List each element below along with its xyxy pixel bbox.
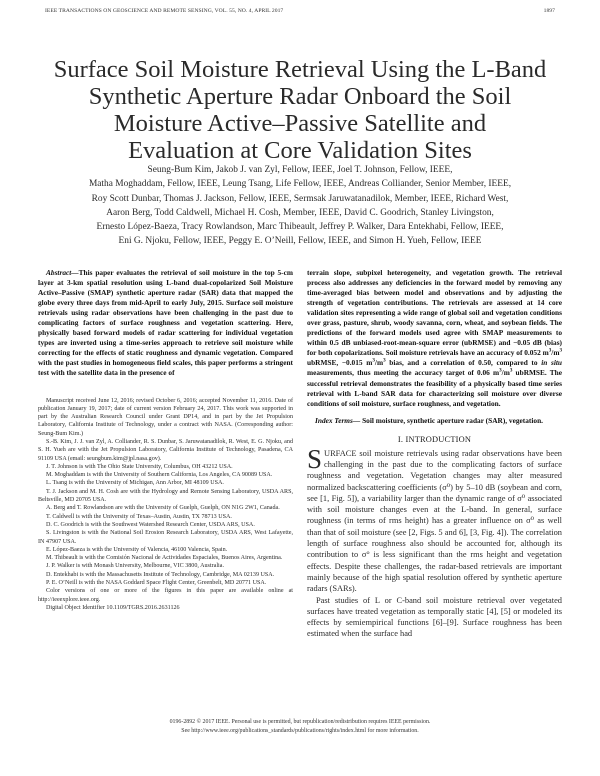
- right-column: [307, 268, 562, 640]
- footnote-affiliation: T. Caldwell is with the University of Texas–Austin, Austin, TX 78713 USA.: [46, 513, 232, 520]
- abstract-text: ubRMSE. The successful retrieval demonstrates the feasibility of a physically based time series retrieval with L-band SAR data for characterizing soil moisture over diverse conditions of soil moisture, surface roughness, and vegetation.: [307, 368, 562, 408]
- left-column: [38, 268, 293, 612]
- abstract-text: /m: [551, 348, 560, 358]
- abstract: [38, 268, 293, 379]
- footnote-affiliation: M. Moghaddam is with the University of Southern California, Los Angeles, CA 90089 USA.: [46, 472, 273, 479]
- footnote-affiliation: L. Tsang is with the University of Michigan, Ann Arbor, MI 48109 USA.: [46, 480, 224, 487]
- abstract-text: /m: [501, 368, 510, 378]
- copyright-notice: [60, 718, 540, 736]
- drop-cap: S: [307, 443, 323, 474]
- abstract-text: /m: [374, 358, 384, 368]
- title-line: Moisture Active–Passive Satellite and: [113, 110, 487, 137]
- footnote-affiliation: J. T. Johnson is with The Ohio State University, Columbus, OH 43212 USA.: [46, 463, 233, 470]
- footnote-manuscript: Manuscript received June 12, 2016; revised October 6, 2016; accepted November 11, 2016. Date of publication January 19, 2017; date of current version February 24, 2017. This work was supported in part by the Australian Research Council under Grant DP14, and in part by the Jet Propulsion Laboratory, California Institute of Technology, under a contract with NASA. (Corresponding author: Seung-Bum Kim.): [38, 397, 293, 437]
- footnote-affiliation: S.-B. Kim, J. J. van Zyl, A. Colliander, R. S. Dunbar, S. Jaruwatanadilok, R. West, E. G. Njoku, and S. H. Yueh are with the Jet Propulsion Laboratory, California Institute of Technology, Pasadena, CA 91109 USA (email: seungbum.kim@jpl.nasa.gov).: [38, 439, 293, 462]
- intro-paragraph: [307, 443, 562, 595]
- journal-name: IEEE TRANSACTIONS ON GEOSCIENCE AND REMOTE SENSING, VOL. 55, NO. 4, APRIL 2017: [45, 8, 284, 14]
- author-line: Matha Moghaddam, Fellow, IEEE, Leung Tsang, Life Fellow, IEEE, Andreas Colliander, Senior Member, IEEE,: [88, 179, 512, 190]
- intro-text: URFACE soil moisture retrievals using radar observations have been challenging in the past due to the complicating factors of surface roughness and vegetation. Vegetation changes may alter measured normalized backscattering coefficients (σ⁰) by 5–10 dB (soybean and corn, see [1, Fig. 5]), a variability larger than the dynamic range of σ⁰ associated with soil moisture changes even at the L-band. In general, surface roughness (in terms of rms height) has a greater influence on σ⁰ as well than that of soil moisture (see [2, Figs. 5 and 6], [3, Fig. 4]). The correlation length of surface roughness also should be accounted for, although its contribution to σ° is less significant than the rms height and vegetation effects. Despite these challenges, the radar-based retrievals are important mainly because of the high spatial resolution offered by synthetic aperture radars (SARs).: [307, 448, 562, 594]
- abstract-text: This paper evaluates the retrieval of soil moisture in the top 5-cm layer at 3-km spatial resolution using L-band dual-copolarized Soil Moisture Active–Passive (SMAP) synthetic aperture radar (SAR) data that mapped the globe every three days from mid-April to early July, 2015. Surface soil moisture retrievals using radar observations have been challenging in the past due to complicating factors of surface roughness and vegetation scattering. Here, physically based forward models of radar scattering for individual vegetation types are inverted using a time-series approach to retrieve soil moisture while correcting for the effects of static roughness and dynamic vegetation. Compared with the past studies in homogeneous field scales, this paper performs a stringent test with the satellite data in the presence of: [38, 268, 293, 378]
- footnote-affiliation: J. P. Walker is with Monash University, Melbourne, VIC 3800, Australia.: [46, 563, 224, 570]
- superscript: 3: [509, 368, 513, 375]
- footnote-affiliation: E. López-Baeza is with the University of Valencia, 46100 Valencia, Spain.: [46, 546, 228, 553]
- abstract-text: terrain slope, subpixel heterogeneity, and vegetation growth. The retrieval process also addresses any deficiencies in the forward model by removing any time-averaged bias between model and observations and by adjusting the strength of vegetation contributions. The retrievals are assessed at 14 core validation sites representing a wide range of global soil and vegetation conditions over grass, pasture, shrub, woody savanna, corn, wheat, and soybean fields. The predictions of the forward models used agree with SMAP measurements to within 0.5 dB unbiased-root-mean-square error (ubRMSE) and −0.05 dB (bias) for both copolarizations. Soil moisture retrievals have an accuracy of 0.052 m: [307, 268, 562, 358]
- author-list: [35, 163, 565, 249]
- page-number: 1897: [543, 8, 555, 14]
- footnote-affiliation: S. Livingston is with the National Soil Erosion Research Laboratory, USDA ARS, West Lafayette, IN 47907 USA.: [38, 530, 293, 545]
- abstract-text: ubRMSE, −0.015 m: [307, 358, 373, 368]
- abstract-text: bias, and a correlation of 0.50, compared to: [385, 358, 542, 368]
- footnote-affiliation: T. J. Jackson and M. H. Cosh are with the Hydrology and Remote Sensing Laboratory, USDA ARS, Beltsville, MD 20705 USA.: [38, 488, 293, 504]
- abstract-continued: [307, 268, 562, 409]
- footnote-affiliation: D. C. Goodrich is with the Southwest Watershed Research Center, USDA ARS, USA.: [46, 521, 255, 528]
- abstract-italic: in situ: [541, 358, 562, 368]
- superscript: 3: [372, 357, 375, 364]
- footnote-affiliation: D. Entekhabi is with the Massachusetts Institute of Technology, Cambridge, MA 02139 USA.: [46, 571, 275, 578]
- index-terms: [307, 416, 562, 426]
- title-line: Evaluation at Core Validation Sites: [128, 137, 472, 164]
- author-line: Seung-Bum Kim, Jakob J. van Zyl, Fellow, IEEE, Joel T. Johnson, Fellow, IEEE,: [147, 165, 453, 175]
- copyright-line: See http://www.ieee.org/publications_standards/publications/rights/index.html for more information.: [181, 728, 419, 734]
- footnote-color-note: Color versions of one or more of the figures in this paper are available online at http://ieeexplore.ieee.org.: [38, 588, 293, 603]
- author-line: Aaron Berg, Todd Caldwell, Michael H. Cosh, Member, IEEE, David C. Goodrich, Stanley Livingston,: [106, 207, 494, 218]
- author-line: Ernesto López-Baeza, Tracy Rowlandson, Marc Thibeault, Jeffrey P. Walker, Dara Entekhabi, Fellow, IEEE,: [96, 222, 504, 233]
- footnote-affiliation: P. E. O’Neill is with the NASA Goddard Space Flight Center, Greenbelt, MD 20771 USA.: [46, 580, 267, 587]
- title-line: Synthetic Aperture Radar Onboard the Soil: [88, 83, 512, 110]
- running-header: [45, 8, 555, 14]
- footnote-affiliation: M. Thibeault is with the Comisión Nacional de Actividades Espaciales, Buenos Aires, Argentina.: [46, 555, 283, 562]
- paper-title: [30, 56, 570, 164]
- footnote-affiliation: A. Berg and T. Rowlandson are with the University of Guelph, Guelph, ON N1G 2W1, Canada.: [46, 505, 280, 512]
- title-line: Surface Soil Moisture Retrieval Using the L-Band: [53, 56, 547, 83]
- superscript: 3: [499, 368, 502, 375]
- superscript: 3: [383, 357, 386, 364]
- index-terms-text: Soil moisture, synthetic aperture radar (SAR), vegetation.: [360, 415, 543, 425]
- abstract-text: measurements, thus meeting the accuracy target of 0.06 m: [307, 368, 500, 378]
- footnote-doi: Digital Object Identifier 10.1109/TGRS.2016.2631126: [46, 604, 180, 611]
- author-line: Eni G. Njoku, Fellow, IEEE, Peggy E. O’Neill, Fellow, IEEE, and Simon H. Yueh, Fellow, IEEE: [118, 236, 482, 247]
- index-terms-label: Index Terms—: [315, 415, 361, 425]
- superscript: 3: [559, 347, 563, 354]
- author-line: Roy Scott Dunbar, Thomas J. Jackson, Fellow, IEEE, Sermsak Jaruwatanadilok, Member, IEEE, Richard West,: [91, 193, 509, 204]
- intro-paragraph: Past studies of L or C-band soil moisture retrieval over vegetated surfaces have treated vegetation as temporally static [4], [5] or modeled its effects by semiempirical functions [6]–[9]. Surface roughness has been estimated when the surface had: [307, 595, 562, 639]
- section-heading: I. INTRODUCTION: [397, 434, 472, 444]
- superscript: 3: [548, 347, 552, 354]
- abstract-label: Abstract—: [46, 268, 79, 277]
- footnotes: [38, 397, 293, 613]
- copyright-line: 0196-2892 © 2017 IEEE. Personal use is permitted, but republication/redistribution requires IEEE permission.: [169, 719, 431, 725]
